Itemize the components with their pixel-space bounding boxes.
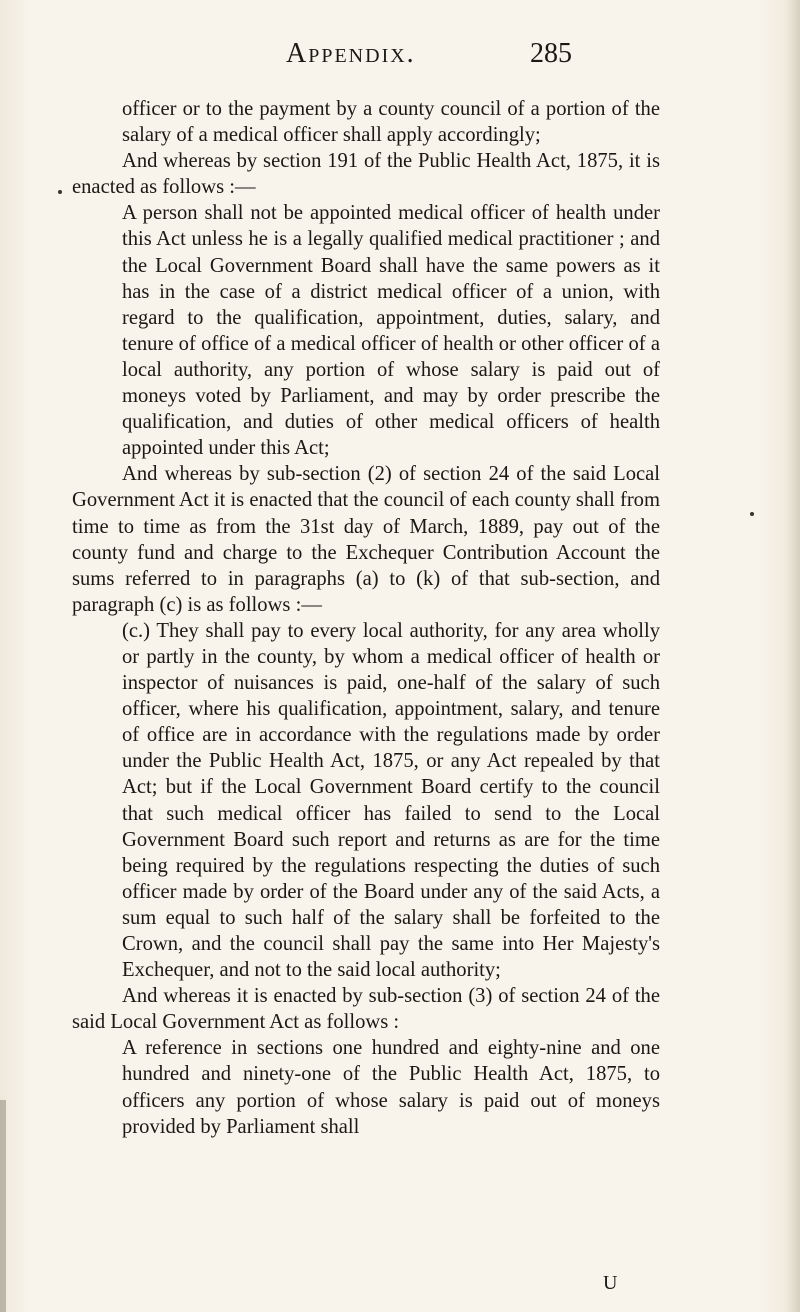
quoted-paragraph-c: (c.) They shall pay to every local authority, for any area wholly or partly in the county, by whom a medical officer of health or inspector of nuisances is paid, one-half of the salary of such officer, where his qualification, appointment, salary, and tenure of office are in accordance with the regulations made by order under the Public Health Act, 1875, or any Act repealed by that Act; but if the Local Government Board certify to the council that such medical officer has failed to send to the Local Government Board such report and returns as are for the time being required by the regulations respecting the duties of such officer made by order of the Board under any of the said Acts, a sum equal to such half of the salary shall be forfeited to the Crown, and the council shall pay the same into Her Majesty's Exchequer, and not to the said local authority; [122,619,660,982]
header-title: Appendix. [286,38,416,69]
quoted-section-191: A person shall not be appointed medical officer of health under this Act unless he is a legally qualified medical practitioner ; and the Local Government Board shall have the same powers as it has in the case of a district medical officer of a union, with regard to the qualification, appointment, duties, salary, and tenure of office of a medical officer of health or other officer of a local authority, any portion of whose salary is paid out of moneys voted by Parliament, and may by order prescribe the qualification, and duties of other medical officers of health appointed under this Act; [122,202,660,460]
quoted-section-24-3: A reference in sections one hundred and eighty-nine and one hundred and ninety-one of the Public Health Act, 1875, to officers any portion of whose salary is paid out of moneys provided by Parliament shall [122,1037,660,1138]
paragraph-whereas-24-3: And whereas it is enacted by sub-section (3) of section 24 of the said Local Government Act as follows : [72,985,660,1034]
paragraph-continuation: officer or to the payment by a county council of a portion of the salary of a medical officer shall apply accordingly; [122,98,660,147]
page-edge-shadow [786,0,800,1312]
paragraph-whereas-191: And whereas by section 191 of the Public Health Act, 1875, it is enacted as follows :— [72,150,660,199]
margin-dot [58,190,62,194]
page-number: 285 [530,38,572,69]
running-header [0,28,800,88]
paragraph-whereas-24-2: And whereas by sub-section (2) of section 24 of the said Local Government Act it is enacted that the council of each county shall from time to time as from the 31st day of March, 1889, pay out of the county fund and charge to the Exchequer Contribution Account the sums referred to in paragraphs (a) to (k) of that sub-section, and paragraph (c) is as follows :— [72,463,660,616]
main-text [72,96,660,1140]
binding-shadow [0,1100,6,1312]
margin-dot [750,512,754,516]
signature-mark: U [603,1272,618,1294]
